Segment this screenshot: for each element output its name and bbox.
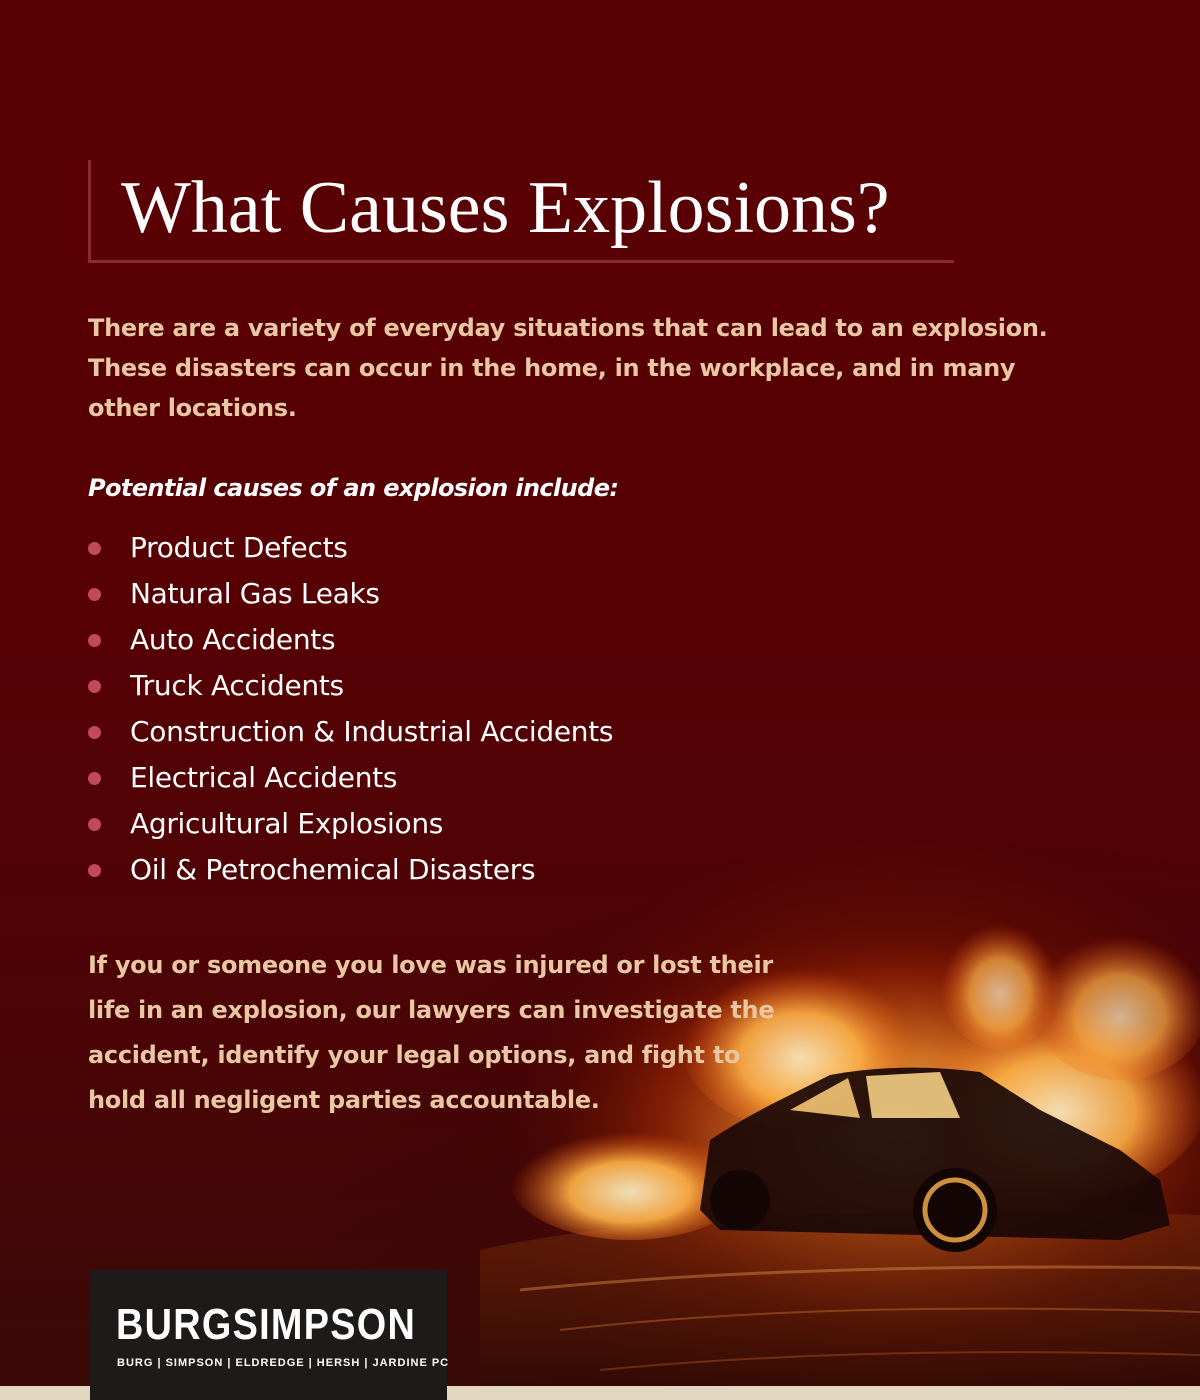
closing-paragraph: If you or someone you love was injured or lost their life in an explosion, our lawyers can investigate the accident, identify your legal options, and fight to hold all negligent parties accountable. (88, 951, 775, 1114)
list-item (88, 525, 613, 571)
bullet-icon (88, 818, 101, 831)
cause-label: Product Defects (130, 531, 348, 564)
bullet-icon (88, 772, 101, 785)
cause-label: Agricultural Explosions (130, 807, 444, 840)
title-frame (88, 160, 954, 263)
cause-label: Construction & Industrial Accidents (130, 715, 614, 748)
intro-paragraph: There are a variety of everyday situations that can lead to an explosion. These disasters can occur in the home, in the workplace, and in many other locations. (88, 314, 1048, 422)
cause-label: Oil & Petrochemical Disasters (130, 853, 536, 886)
logo-subtitle: BURG | SIMPSON | ELDREDGE | HERSH | JARDINE PC (117, 1357, 450, 1369)
causes-list (88, 525, 613, 893)
causes-list-heading: Potential causes of an explosion include: (88, 474, 619, 502)
cause-label: Truck Accidents (130, 669, 344, 702)
list-item (88, 847, 613, 893)
cause-label: Auto Accidents (130, 623, 336, 656)
bullet-icon (88, 726, 101, 739)
list-item (88, 755, 613, 801)
brand-logo (90, 1270, 450, 1400)
bullet-icon (88, 588, 101, 601)
list-item (88, 663, 613, 709)
list-item (88, 571, 613, 617)
cause-label: Electrical Accidents (130, 761, 398, 794)
bullet-icon (88, 864, 101, 877)
logo-wordmark: BURGSIMPSON (116, 1300, 417, 1349)
bullet-icon (88, 634, 101, 647)
bullet-icon (88, 542, 101, 555)
list-item (88, 709, 613, 755)
list-item (88, 801, 613, 847)
list-item (88, 617, 613, 663)
page-title: What Causes Explosions? (121, 167, 890, 249)
cause-label: Natural Gas Leaks (130, 577, 380, 610)
bullet-icon (88, 680, 101, 693)
